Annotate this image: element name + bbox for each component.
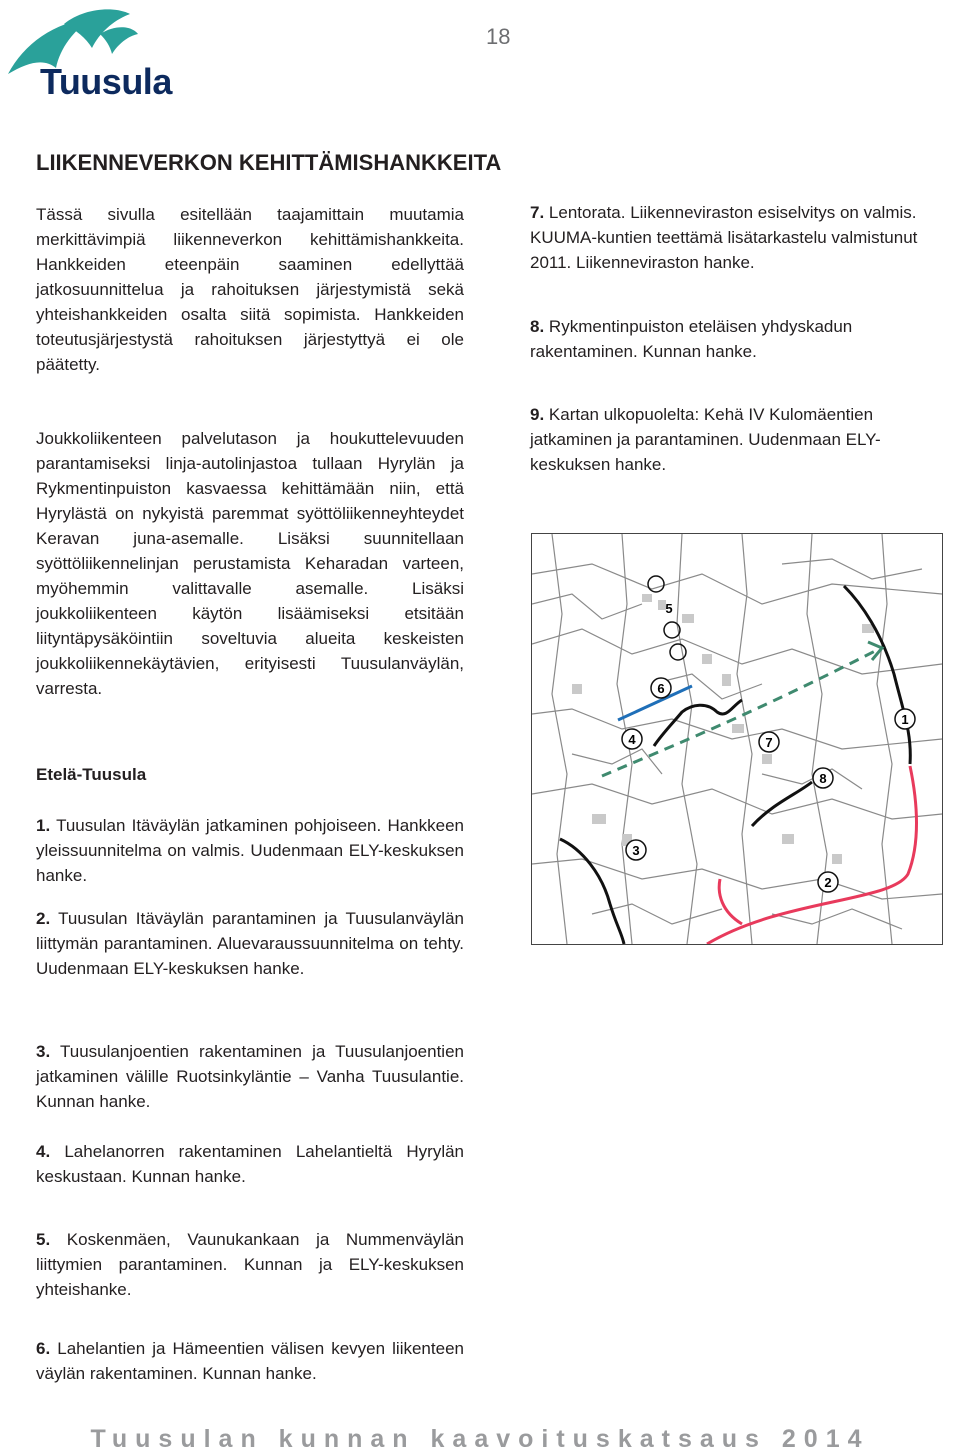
rail-7	[602, 650, 877, 776]
item-text: Tuusulanjoentien rakentaminen ja Tuusulanjoentien jatkaminen välille Ruotsinkyläntie – Vanha Tuusulantie. Kunnan hanke.	[36, 1042, 464, 1111]
list-item	[36, 1039, 464, 1114]
list-item	[36, 1227, 464, 1302]
item-number: 9.	[530, 405, 545, 424]
map-label-2: 2	[824, 875, 832, 890]
item-text: Rykmentinpuiston eteläisen yhdyskadun rakentaminen. Kunnan hanke.	[530, 317, 853, 361]
item-number: 1.	[36, 816, 51, 835]
map-label-7: 7	[765, 735, 773, 750]
list-item	[36, 813, 464, 888]
map-label-4: 4	[628, 732, 636, 747]
map-label-5: 5	[665, 601, 673, 616]
item-text: Koskenmäen, Vaunukankaan ja Nummenväylän liittymien parantaminen. Kunnan ja ELY-keskuksen yhteishanke.	[36, 1230, 464, 1299]
item-number: 6.	[36, 1339, 51, 1358]
map-label-6: 6	[657, 681, 665, 696]
junction-marker	[648, 576, 664, 592]
item-text: Tuusulan Itäväylän jatkaminen pohjoiseen. Hankkeen yleissuunnitelma on valmis. Uudenmaan ELY-keskuksen hanke.	[36, 816, 464, 885]
list-item	[36, 1336, 464, 1386]
item-number: 2.	[36, 909, 51, 928]
item-number: 8.	[530, 317, 545, 336]
map-label-3: 3	[632, 843, 640, 858]
footer-title: Tuusulan kunnan kaavoituskatsaus 2014	[90, 1425, 870, 1453]
item-text: Kartan ulkopuolelta: Kehä IV Kulomäentien jatkaminen ja parantaminen. Uudenmaan ELY-keskuksen hanke.	[530, 405, 881, 474]
map-label-1: 1	[901, 712, 909, 727]
map-svg	[532, 534, 942, 944]
road-2	[707, 766, 917, 944]
item-number: 4.	[36, 1142, 51, 1161]
building-blocks	[572, 594, 874, 864]
list-item	[36, 1139, 464, 1189]
road-2-branch	[719, 879, 742, 924]
road-4	[654, 700, 742, 746]
item-text: Lentorata. Liikenneviraston esiselvitys on valmis. KUUMA-kuntien teettämä lisätarkastelu valmistunut 2011. Liikenneviraston hanke.	[530, 203, 918, 272]
intro-paragraph-2: Joukkoliikenteen palvelutason ja houkuttelevuuden parantamiseksi linja-autolinjastoa tullaan Hyrylän ja Rykmentinpuiston kasvaessa kehittämään niin, että Hyrylästä on nykyistä paremmat syöttöliikenneyhteydet Keravan juna-asemalle. Lisäksi suunnitellaan syöttöliikennelinjan perustamista Keharadan varteen, myöhemmin valittavalle asemalle. Lisäksi joukkoliikenteen käytön lisäämiseksi etsitään liityntäpysäköintiin soveltuvia alueita keskeisten joukkoliikennekäytävien, erityisesti Tuusulanväylän, varresta.	[36, 429, 464, 698]
item-text: Lahelanorren rakentaminen Lahelantieltä Hyrylän keskustaan. Kunnan hanke.	[36, 1142, 464, 1186]
tuusula-logo	[4, 4, 179, 104]
section-heading: Etelä-Tuusula	[36, 765, 147, 784]
list-item	[530, 200, 958, 275]
project-map	[531, 533, 943, 945]
page-number: 18	[486, 24, 511, 49]
item-text: Lahelantien ja Hämeentien välisen kevyen liikenteen väylän rakentaminen. Kunnan hanke.	[36, 1339, 464, 1383]
junction-marker	[670, 644, 686, 660]
list-item	[36, 906, 464, 981]
logo-text: Tuusula	[40, 61, 172, 102]
item-number: 3.	[36, 1042, 51, 1061]
page-title: LIIKENNEVERKON KEHITTÄMISHANKKEITA	[36, 150, 502, 175]
item-number: 5.	[36, 1230, 51, 1249]
list-item	[530, 314, 958, 364]
road-3	[560, 839, 624, 944]
intro-paragraph-1: Tässä sivulla esitellään taajamittain muutamia merkittävimpiä liikenneverkon kehittämishankkeita. Hankkeiden eteenpäin saaminen edellyttää jatkosuunnittelua ja rahoituksen järjestymistä sekä yhteishankkeiden osalta siitä sopimista. Hankkeiden toteutusjärjestystä rahoituksen järjestyttyä ei ole päätetty.	[36, 205, 464, 374]
item-text: Tuusulan Itäväylän parantaminen ja Tuusulanväylän liittymän parantaminen. Aluevaraussuunnitelma on tehty. Uudenmaan ELY-keskuksen hanke.	[36, 909, 464, 978]
list-item	[530, 402, 958, 477]
road-1	[844, 586, 910, 764]
road-8	[752, 782, 812, 826]
street-network	[532, 534, 942, 944]
map-label-8: 8	[819, 771, 827, 786]
item-number: 7.	[530, 203, 545, 222]
